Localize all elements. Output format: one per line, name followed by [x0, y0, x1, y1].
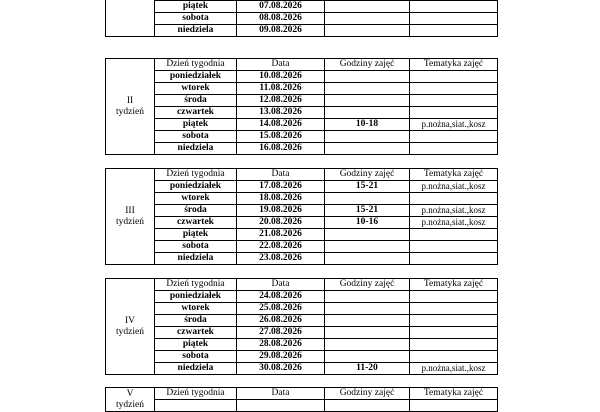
week-schedule-table: [105, 278, 498, 375]
hours-cell: [325, 193, 410, 205]
hours-cell: [325, 229, 410, 241]
table-row: [106, 181, 498, 193]
table-row: [106, 217, 498, 229]
hours-cell: [325, 351, 410, 363]
topic-cell: [410, 303, 498, 315]
hours-cell: [325, 95, 410, 107]
topic-cell: [410, 291, 498, 303]
hours-cell: [325, 1, 410, 13]
header-hours: Godziny zajęć: [325, 388, 410, 400]
table-row: [106, 241, 498, 253]
week-block: [105, 168, 497, 265]
table-header-row: [106, 388, 498, 400]
hours-cell: [325, 83, 410, 95]
header-day: Dzień tygodnia: [155, 388, 237, 400]
week-label-cell: [106, 279, 155, 375]
day-cell: sobota: [155, 131, 237, 143]
day-cell: sobota: [155, 351, 237, 363]
date-cell: 25.08.2026: [237, 303, 325, 315]
date-cell: 14.08.2026: [237, 119, 325, 131]
date-cell: 10.08.2026: [237, 71, 325, 83]
table-row: [106, 107, 498, 119]
table-row: [106, 303, 498, 315]
header-topic: Tematyka zajęć: [410, 59, 498, 71]
hours-cell: [325, 131, 410, 143]
week-label-cell: [106, 59, 155, 155]
date-cell: 20.08.2026: [237, 217, 325, 229]
hours-cell: [325, 315, 410, 327]
hours-cell: [325, 253, 410, 265]
hours-cell: [325, 13, 410, 25]
table-row: [106, 71, 498, 83]
topic-cell: p.nożna,siat.,kosz: [410, 205, 498, 217]
day-cell: niedziela: [155, 363, 237, 375]
day-cell: poniedziałek: [155, 181, 237, 193]
empty-cell: [325, 400, 410, 412]
day-cell: poniedziałek: [155, 71, 237, 83]
table-row: [106, 119, 498, 131]
date-cell: 07.08.2026: [237, 1, 325, 13]
table-row: [106, 13, 498, 25]
topic-cell: [410, 25, 498, 37]
table-row: [106, 143, 498, 155]
hours-cell: 15-21: [325, 205, 410, 217]
day-cell: sobota: [155, 241, 237, 253]
header-day: Dzień tygodnia: [155, 279, 237, 291]
day-cell: piątek: [155, 229, 237, 241]
topic-cell: [410, 339, 498, 351]
hours-cell: 11-20: [325, 363, 410, 375]
topic-cell: [410, 327, 498, 339]
hours-cell: [325, 71, 410, 83]
date-cell: 22.08.2026: [237, 241, 325, 253]
date-cell: 23.08.2026: [237, 253, 325, 265]
hours-cell: [325, 25, 410, 37]
week-label-cell: [106, 169, 155, 265]
table-row: [106, 253, 498, 265]
topic-cell: [410, 107, 498, 119]
empty-cell: [237, 400, 325, 412]
topic-cell: p.nożna,siat.,kosz: [410, 119, 498, 131]
header-hours: Godziny zajęć: [325, 169, 410, 181]
week-label: tydzień: [116, 216, 144, 227]
empty-cell: [410, 400, 498, 412]
topic-cell: [410, 241, 498, 253]
date-cell: 13.08.2026: [237, 107, 325, 119]
topic-cell: [410, 193, 498, 205]
date-cell: 11.08.2026: [237, 83, 325, 95]
table-header-row: [106, 59, 498, 71]
day-cell: sobota: [155, 13, 237, 25]
week-block: [105, 58, 497, 155]
topic-cell: [410, 143, 498, 155]
week-schedule-table: [105, 168, 498, 265]
day-cell: środa: [155, 205, 237, 217]
week-number: III: [125, 205, 135, 216]
date-cell: 18.08.2026: [237, 193, 325, 205]
week-label-cell: [106, 0, 155, 37]
hours-cell: [325, 291, 410, 303]
header-hours: Godziny zajęć: [325, 279, 410, 291]
week-number: V: [126, 388, 134, 399]
topic-cell: [410, 351, 498, 363]
table-row: [106, 25, 498, 37]
topic-cell: [410, 83, 498, 95]
day-cell: czwartek: [155, 327, 237, 339]
date-cell: 15.08.2026: [237, 131, 325, 143]
table-header-row: [106, 169, 498, 181]
header-date: Data: [237, 59, 325, 71]
day-cell: piątek: [155, 119, 237, 131]
table-row: [106, 400, 498, 412]
day-cell: niedziela: [155, 143, 237, 155]
day-cell: czwartek: [155, 217, 237, 229]
table-row: [106, 339, 498, 351]
day-cell: wtorek: [155, 83, 237, 95]
week-block: [105, 278, 497, 375]
table-row: [106, 229, 498, 241]
date-cell: 17.08.2026: [237, 181, 325, 193]
header-topic: Tematyka zajęć: [410, 169, 498, 181]
week-block: [105, 0, 497, 37]
date-cell: 28.08.2026: [237, 339, 325, 351]
topic-cell: p.nożna,siat.,kosz: [410, 217, 498, 229]
header-topic: Tematyka zajęć: [410, 279, 498, 291]
topic-cell: p.nożna,siat.,kosz: [410, 181, 498, 193]
date-cell: 24.08.2026: [237, 291, 325, 303]
date-cell: 30.08.2026: [237, 363, 325, 375]
header-day: Dzień tygodnia: [155, 59, 237, 71]
day-cell: poniedziałek: [155, 291, 237, 303]
hours-cell: [325, 143, 410, 155]
hours-cell: [325, 241, 410, 253]
date-cell: 12.08.2026: [237, 95, 325, 107]
hours-cell: [325, 327, 410, 339]
topic-cell: p.nożna,siat.,kosz: [410, 363, 498, 375]
hours-cell: [325, 303, 410, 315]
table-row: [106, 1, 498, 13]
hours-cell: 10-16: [325, 217, 410, 229]
day-cell: czwartek: [155, 107, 237, 119]
topic-cell: [410, 95, 498, 107]
hours-cell: 10-18: [325, 119, 410, 131]
header-date: Data: [237, 169, 325, 181]
table-row: [106, 291, 498, 303]
hours-cell: [325, 107, 410, 119]
topic-cell: [410, 13, 498, 25]
week-label: tydzień: [116, 326, 144, 337]
empty-cell: [155, 400, 237, 412]
header-date: Data: [237, 388, 325, 400]
week-schedule-table: [105, 58, 498, 155]
table-row: [106, 351, 498, 363]
week-label: tydzień: [116, 399, 144, 410]
week-label: tydzień: [116, 106, 144, 117]
table-row: [106, 83, 498, 95]
table-row: [106, 193, 498, 205]
day-cell: wtorek: [155, 303, 237, 315]
table-row: [106, 205, 498, 217]
day-cell: piątek: [155, 339, 237, 351]
date-cell: 27.08.2026: [237, 327, 325, 339]
topic-cell: [410, 229, 498, 241]
header-date: Data: [237, 279, 325, 291]
day-cell: niedziela: [155, 253, 237, 265]
header-topic: Tematyka zajęć: [410, 388, 498, 400]
date-cell: 08.08.2026: [237, 13, 325, 25]
day-cell: niedziela: [155, 25, 237, 37]
header-day: Dzień tygodnia: [155, 169, 237, 181]
date-cell: 09.08.2026: [237, 25, 325, 37]
hours-cell: 15-21: [325, 181, 410, 193]
week-schedule-table: [105, 0, 498, 37]
topic-cell: [410, 253, 498, 265]
table-row: [106, 315, 498, 327]
table-row: [106, 363, 498, 375]
topic-cell: [410, 315, 498, 327]
day-cell: wtorek: [155, 193, 237, 205]
week-number: II: [126, 95, 134, 106]
table-header-row: [106, 279, 498, 291]
week-number: IV: [124, 315, 136, 326]
date-cell: 26.08.2026: [237, 315, 325, 327]
topic-cell: [410, 71, 498, 83]
day-cell: środa: [155, 315, 237, 327]
day-cell: piątek: [155, 1, 237, 13]
date-cell: 16.08.2026: [237, 143, 325, 155]
date-cell: 29.08.2026: [237, 351, 325, 363]
day-cell: środa: [155, 95, 237, 107]
topic-cell: [410, 131, 498, 143]
topic-cell: [410, 1, 498, 13]
hours-cell: [325, 339, 410, 351]
header-hours: Godziny zajęć: [325, 59, 410, 71]
table-row: [106, 327, 498, 339]
date-cell: 21.08.2026: [237, 229, 325, 241]
table-row: [106, 95, 498, 107]
table-row: [106, 131, 498, 143]
date-cell: 19.08.2026: [237, 205, 325, 217]
